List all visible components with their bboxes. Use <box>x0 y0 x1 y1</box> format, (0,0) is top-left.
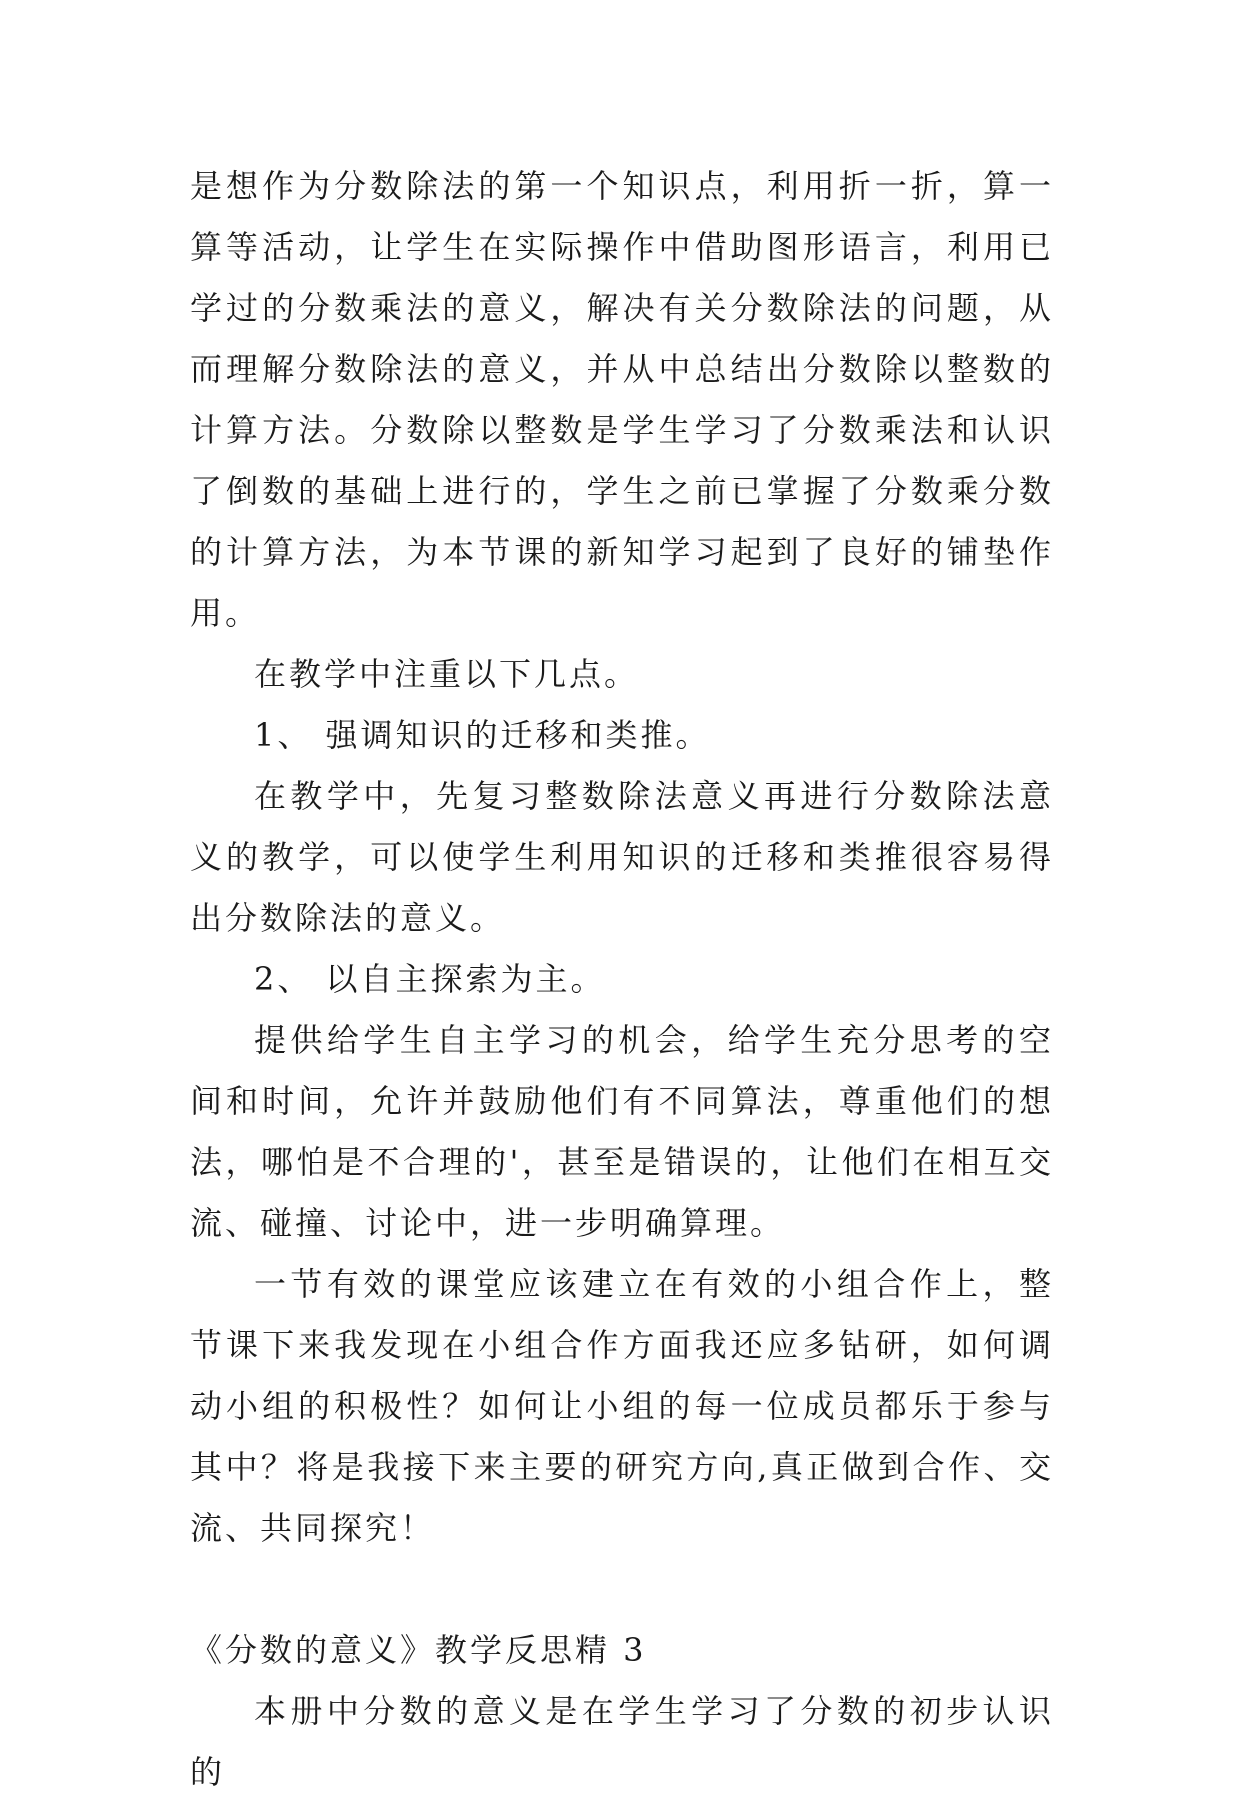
section-title: 《分数的意义》教学反思精 3 <box>190 1631 647 1669</box>
list-item-1: 1、 强调知识的迁移和类推。 <box>254 716 711 754</box>
document-body <box>190 156 1054 1803</box>
list-item-2: 2、 以自主探索为主。 <box>254 960 606 998</box>
paragraph-self-learning: 提供给学生自主学习的机会，给学生充分思考的空间和时间，允许并鼓励他们有不同算法，尊重他们的想法，哪怕是不合理的'，甚至是错误的，让他们在相互交流、碰撞、讨论中，进一步明确算理。 <box>190 1021 1054 1242</box>
section-spacer <box>190 1559 1054 1620</box>
paragraph-next-section: 本册中分数的意义是在学生学习了分数的初步认识的 <box>190 1692 1054 1791</box>
paragraph-focus-points: 在教学中注重以下几点。 <box>254 655 640 693</box>
paragraph-transfer: 在教学中，先复习整数除法意义再进行分数除法意义的教学，可以使学生利用知识的迁移和类推很容易得出分数除法的意义。 <box>190 777 1054 937</box>
paragraph-group-work: 一节有效的课堂应该建立在有效的小组合作上，整节课下来我发现在小组合作方面我还应多钻研，如何调动小组的积极性？如何让小组的每一位成员都乐于参与其中？将是我接下来主要的研究方向,真正做到合作、交流、共同探究！ <box>190 1265 1054 1547</box>
paragraph-intro: 是想作为分数除法的第一个知识点，利用折一折，算一算等活动，让学生在实际操作中借助图形语言，利用已学过的分数乘法的意义，解决有关分数除法的问题，从而理解分数除法的意义，并从中总结出分数除以整数的计算方法。分数除以整数是学生学习了分数乘法和认识了倒数的基础上进行的，学生之前已掌握了分数乘分数的计算方法，为本节课的新知学习起到了良好的铺垫作用。 <box>190 167 1054 632</box>
